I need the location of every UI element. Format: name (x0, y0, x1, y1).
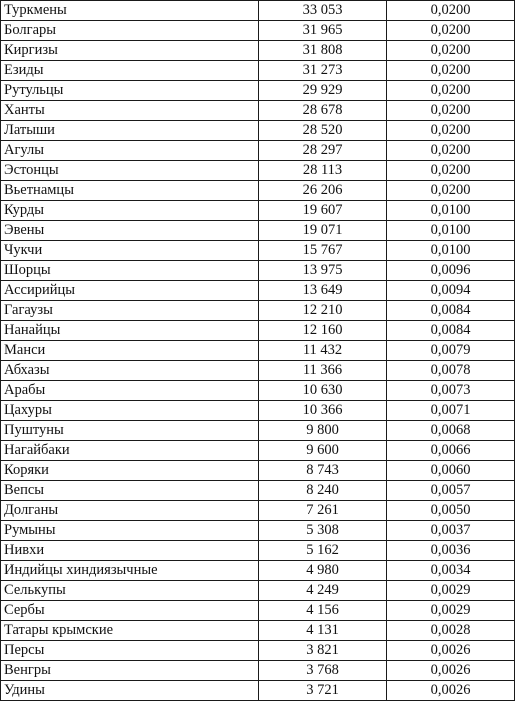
nationality-cell: Селькупы (1, 581, 259, 601)
nationality-cell: Нанайцы (1, 321, 259, 341)
population-count-cell: 5 308 (259, 521, 387, 541)
table-row (1, 101, 515, 121)
population-count-cell: 28 520 (259, 121, 387, 141)
population-share-cell: 0,0096 (387, 261, 515, 281)
table-row (1, 601, 515, 621)
nationality-cell: Киргизы (1, 41, 259, 61)
nationality-cell: Арабы (1, 381, 259, 401)
table-body (1, 1, 515, 701)
table-row (1, 341, 515, 361)
nationality-cell: Шорцы (1, 261, 259, 281)
nationality-cell: Езиды (1, 61, 259, 81)
table-row (1, 541, 515, 561)
population-share-cell: 0,0066 (387, 441, 515, 461)
table-row (1, 641, 515, 661)
nationality-cell: Эвены (1, 221, 259, 241)
table-row (1, 481, 515, 501)
table-row (1, 361, 515, 381)
population-count-cell: 31 273 (259, 61, 387, 81)
nationality-cell: Агулы (1, 141, 259, 161)
nationality-cell: Латыши (1, 121, 259, 141)
table-row (1, 221, 515, 241)
table-row (1, 1, 515, 21)
population-count-cell: 31 965 (259, 21, 387, 41)
nationality-cell: Туркмены (1, 1, 259, 21)
population-share-cell: 0,0026 (387, 681, 515, 701)
population-count-cell: 4 980 (259, 561, 387, 581)
population-share-cell: 0,0200 (387, 61, 515, 81)
population-count-cell: 3 768 (259, 661, 387, 681)
population-count-cell: 10 366 (259, 401, 387, 421)
population-share-cell: 0,0200 (387, 181, 515, 201)
table-row (1, 181, 515, 201)
population-count-cell: 3 721 (259, 681, 387, 701)
nationality-cell: Болгары (1, 21, 259, 41)
table-row (1, 21, 515, 41)
population-share-cell: 0,0028 (387, 621, 515, 641)
nationality-cell: Абхазы (1, 361, 259, 381)
population-share-cell: 0,0026 (387, 641, 515, 661)
population-share-cell: 0,0057 (387, 481, 515, 501)
population-count-cell: 7 261 (259, 501, 387, 521)
population-share-cell: 0,0100 (387, 241, 515, 261)
population-share-cell: 0,0050 (387, 501, 515, 521)
population-count-cell: 28 678 (259, 101, 387, 121)
population-count-cell: 26 206 (259, 181, 387, 201)
population-count-cell: 15 767 (259, 241, 387, 261)
population-share-cell: 0,0071 (387, 401, 515, 421)
population-share-cell: 0,0036 (387, 541, 515, 561)
nationality-cell: Венгры (1, 661, 259, 681)
population-count-cell: 33 053 (259, 1, 387, 21)
table-row (1, 461, 515, 481)
nationality-cell: Сербы (1, 601, 259, 621)
table-row (1, 441, 515, 461)
population-share-cell: 0,0068 (387, 421, 515, 441)
population-count-cell: 9 800 (259, 421, 387, 441)
population-share-cell: 0,0200 (387, 101, 515, 121)
table-row (1, 41, 515, 61)
population-share-cell: 0,0200 (387, 161, 515, 181)
table-row (1, 501, 515, 521)
population-count-cell: 4 249 (259, 581, 387, 601)
population-share-cell: 0,0084 (387, 301, 515, 321)
nationality-cell: Эстонцы (1, 161, 259, 181)
table-row (1, 581, 515, 601)
population-count-cell: 5 162 (259, 541, 387, 561)
population-share-cell: 0,0100 (387, 201, 515, 221)
population-share-cell: 0,0200 (387, 1, 515, 21)
population-share-cell: 0,0037 (387, 521, 515, 541)
population-count-cell: 19 071 (259, 221, 387, 241)
population-count-cell: 10 630 (259, 381, 387, 401)
population-count-cell: 9 600 (259, 441, 387, 461)
nationality-cell: Чукчи (1, 241, 259, 261)
population-share-cell: 0,0100 (387, 221, 515, 241)
population-count-cell: 12 210 (259, 301, 387, 321)
population-count-cell: 31 808 (259, 41, 387, 61)
table-row (1, 621, 515, 641)
population-count-cell: 4 156 (259, 601, 387, 621)
table-row (1, 121, 515, 141)
nationality-cell: Манси (1, 341, 259, 361)
table-row (1, 301, 515, 321)
nationality-cell: Нивхи (1, 541, 259, 561)
nationality-cell: Вьетнамцы (1, 181, 259, 201)
population-count-cell: 13 649 (259, 281, 387, 301)
nationality-cell: Нагайбаки (1, 441, 259, 461)
table-row (1, 321, 515, 341)
population-count-cell: 8 240 (259, 481, 387, 501)
table-row (1, 81, 515, 101)
nationality-cell: Рутульцы (1, 81, 259, 101)
nationality-cell: Ханты (1, 101, 259, 121)
nationality-cell: Индийцы хиндиязычные (1, 561, 259, 581)
nationality-cell: Вепсы (1, 481, 259, 501)
table-row (1, 681, 515, 701)
nationality-cell: Ассирийцы (1, 281, 259, 301)
population-share-cell: 0,0029 (387, 581, 515, 601)
table-row (1, 201, 515, 221)
table-row (1, 61, 515, 81)
table-row (1, 401, 515, 421)
population-count-cell: 13 975 (259, 261, 387, 281)
population-count-cell: 12 160 (259, 321, 387, 341)
table-row (1, 241, 515, 261)
nationality-cell: Курды (1, 201, 259, 221)
table-row (1, 381, 515, 401)
population-share-cell: 0,0034 (387, 561, 515, 581)
table-row (1, 661, 515, 681)
table-row (1, 561, 515, 581)
population-count-cell: 28 297 (259, 141, 387, 161)
table-row (1, 141, 515, 161)
population-count-cell: 3 821 (259, 641, 387, 661)
nationality-cell: Долганы (1, 501, 259, 521)
population-share-cell: 0,0029 (387, 601, 515, 621)
population-share-cell: 0,0084 (387, 321, 515, 341)
nationality-cell: Гагаузы (1, 301, 259, 321)
population-share-cell: 0,0200 (387, 81, 515, 101)
population-share-cell: 0,0200 (387, 121, 515, 141)
population-count-cell: 4 131 (259, 621, 387, 641)
nationality-cell: Татары крымские (1, 621, 259, 641)
population-share-cell: 0,0079 (387, 341, 515, 361)
table-row (1, 421, 515, 441)
table-row (1, 261, 515, 281)
nationality-cell: Коряки (1, 461, 259, 481)
nationality-cell: Удины (1, 681, 259, 701)
population-count-cell: 19 607 (259, 201, 387, 221)
nationality-cell: Персы (1, 641, 259, 661)
population-share-cell: 0,0078 (387, 361, 515, 381)
population-share-cell: 0,0200 (387, 141, 515, 161)
population-share-cell: 0,0094 (387, 281, 515, 301)
population-share-cell: 0,0200 (387, 41, 515, 61)
population-count-cell: 11 432 (259, 341, 387, 361)
population-share-cell: 0,0026 (387, 661, 515, 681)
table-row (1, 521, 515, 541)
table-row (1, 161, 515, 181)
population-count-cell: 28 113 (259, 161, 387, 181)
population-count-cell: 8 743 (259, 461, 387, 481)
table-row (1, 281, 515, 301)
population-share-cell: 0,0200 (387, 21, 515, 41)
population-share-cell: 0,0060 (387, 461, 515, 481)
nationality-cell: Цахуры (1, 401, 259, 421)
population-count-cell: 11 366 (259, 361, 387, 381)
population-share-cell: 0,0073 (387, 381, 515, 401)
population-count-cell: 29 929 (259, 81, 387, 101)
nationality-cell: Румыны (1, 521, 259, 541)
nationality-cell: Пуштуны (1, 421, 259, 441)
